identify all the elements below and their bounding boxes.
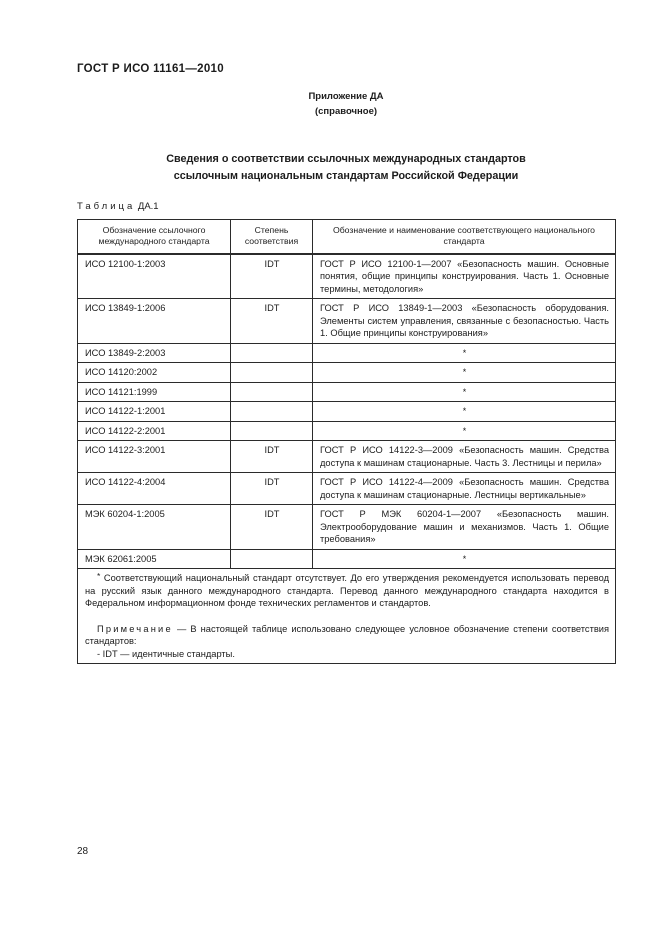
section-title (77, 151, 615, 185)
cell-international-standard: МЭК 60204-1:2005 (78, 505, 231, 550)
note-text: — В настоящей таблице использовано следующее условное обозначение степени соответствия стандартов: (85, 623, 609, 646)
standards-correspondence-table (77, 219, 616, 664)
table-header-row (78, 220, 616, 254)
cell-international-standard: ИСО 13849-2:2003 (78, 343, 231, 363)
table-caption (77, 201, 615, 213)
table-row (78, 299, 616, 344)
table-row (78, 473, 616, 505)
column-header-international-standard: Обозначение ссылочного международного стандарта (78, 220, 231, 254)
footnote-paragraph (85, 572, 609, 610)
table-footnote-cell (78, 569, 616, 664)
cell-national-standard: * (313, 382, 616, 402)
note-label: Примечание (97, 623, 173, 634)
cell-degree-of-correspondence (231, 382, 313, 402)
cell-degree-of-correspondence (231, 343, 313, 363)
cell-degree-of-correspondence: IDT (231, 299, 313, 344)
cell-international-standard: ИСО 14122-3:2001 (78, 441, 231, 473)
table-caption-word: Таблица (77, 201, 136, 212)
cell-degree-of-correspondence: IDT (231, 505, 313, 550)
cell-national-standard: * (313, 343, 616, 363)
annex-subtitle: (справочное) (314, 106, 378, 117)
table-row (78, 505, 616, 550)
cell-international-standard: ИСО 14122-1:2001 (78, 402, 231, 422)
note-item-idt: - IDT — идентичные стандарты. (97, 648, 235, 659)
cell-degree-of-correspondence: IDT (231, 441, 313, 473)
table-row (78, 441, 616, 473)
table-footnote-row (78, 569, 616, 664)
cell-degree-of-correspondence: IDT (231, 473, 313, 505)
cell-degree-of-correspondence: IDT (231, 254, 313, 299)
cell-international-standard: ИСО 14121:1999 (78, 382, 231, 402)
page-content (77, 0, 615, 664)
cell-international-standard: ИСО 13849-1:2006 (78, 299, 231, 344)
table-row (78, 254, 616, 299)
footnote-marker: * (97, 571, 101, 581)
column-header-national-standard: Обозначение и наименование соответствующего национального стандарта (313, 220, 616, 254)
cell-national-standard: * (313, 402, 616, 422)
section-title-line2: ссылочным национальным стандартам Российской Федерации (173, 170, 519, 182)
cell-national-standard: * (313, 421, 616, 441)
footnote-text: Соответствующий национальный стандарт отсутствует. До его утверждения рекомендуется использовать перевод на русский язык данного международного стандарта. Перевод данного международного стандарта находится в Федеральном информационном фонде технических регламентов и стандартов. (85, 573, 609, 608)
cell-national-standard: * (313, 363, 616, 383)
table-row (78, 402, 616, 422)
cell-international-standard: ИСО 14122-4:2004 (78, 473, 231, 505)
table-row (78, 343, 616, 363)
cell-degree-of-correspondence (231, 402, 313, 422)
table-row (78, 382, 616, 402)
document-header: ГОСТ Р ИСО 11161—2010 (77, 63, 224, 75)
note-paragraph (85, 623, 609, 648)
column-header-degree-of-correspondence: Степень соответствия (231, 220, 313, 254)
cell-national-standard: * (313, 549, 616, 569)
cell-international-standard: МЭК 62061:2005 (78, 549, 231, 569)
annex-title: Приложение ДА (308, 91, 384, 102)
cell-international-standard: ИСО 14122-2:2001 (78, 421, 231, 441)
cell-national-standard: ГОСТ Р МЭК 60204-1—2007 «Безопасность машин. Электрооборудование машин и механизмов. Часть 1. Общие требования» (313, 505, 616, 550)
cell-national-standard: ГОСТ Р ИСО 14122-3—2009 «Безопасность машин. Средства доступа к машинам стационарные. Часть 3. Лестницы и перила» (313, 441, 616, 473)
section-title-line1: Сведения о соответствии ссылочных международных стандартов (166, 153, 526, 165)
table-row (78, 549, 616, 569)
table-row (78, 421, 616, 441)
cell-national-standard: ГОСТ Р ИСО 13849-1—2003 «Безопасность оборудования. Элементы систем управления, связанные с безопасностью. Часть 1. Общие принципы конструирования» (313, 299, 616, 344)
cell-international-standard: ИСО 14120:2002 (78, 363, 231, 383)
cell-degree-of-correspondence (231, 421, 313, 441)
page-number: 28 (77, 846, 89, 857)
annex-heading (77, 89, 615, 119)
cell-degree-of-correspondence (231, 549, 313, 569)
cell-international-standard: ИСО 12100-1:2003 (78, 254, 231, 299)
cell-degree-of-correspondence (231, 363, 313, 383)
standards-table-body (78, 254, 616, 569)
table-caption-number: ДА.1 (137, 201, 159, 212)
table-row (78, 363, 616, 383)
cell-national-standard: ГОСТ Р ИСО 14122-4—2009 «Безопасность машин. Средства доступа к машинам стационарные. Лестницы вертикальные» (313, 473, 616, 505)
cell-national-standard: ГОСТ Р ИСО 12100-1—2007 «Безопасность машин. Основные понятия, общие принципы конструирования. Часть 1. Основные термины, методология» (313, 254, 616, 299)
